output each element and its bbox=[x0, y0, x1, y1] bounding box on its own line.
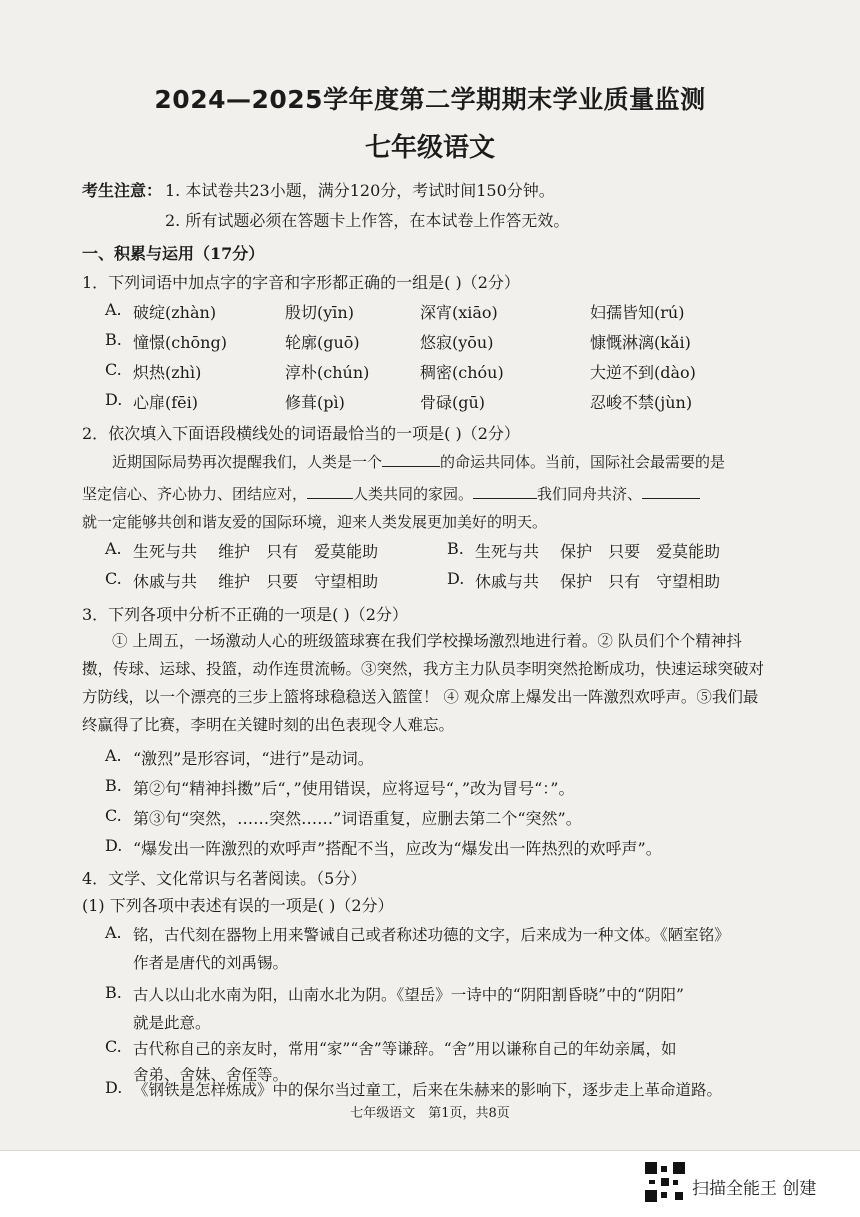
fill-blank bbox=[382, 466, 440, 467]
option-letter: A. bbox=[105, 923, 122, 942]
option-word: 妇孺皆知(rú) bbox=[590, 303, 685, 322]
option-text: 生死与共 维护 只有 爱莫能助 bbox=[133, 542, 379, 561]
option-text: 《钢铁是怎样炼成》中的保尔当过童工，后来在朱赫来的影响下，逐步走上革命道路。 bbox=[133, 1081, 723, 1099]
question-1-stem: 1．下列词语中加点字的字音和字形都正确的一组是( )（2分） bbox=[82, 273, 520, 292]
option-word: 悠寂(yōu) bbox=[420, 333, 494, 352]
option-letter: C. bbox=[105, 569, 122, 588]
option-letter: D. bbox=[105, 390, 123, 409]
option-text: “爆发出一阵激烈的欢呼声”搭配不当，应改为“爆发出一阵热烈的欢呼声”。 bbox=[133, 839, 662, 858]
option-word: 稠密(chóu) bbox=[420, 363, 504, 382]
option-letter: A. bbox=[105, 746, 122, 765]
option-letter: D. bbox=[447, 569, 465, 588]
option-word: 淳朴(chún) bbox=[285, 363, 370, 382]
option-text: 第②句“精神抖擞”后“，”使用错误，应将逗号“，”改为冒号“：”。 bbox=[133, 779, 575, 798]
scanner-watermark: 扫描全能王 创建 bbox=[692, 1179, 817, 1199]
question-3-stem: 3．下列各项中分析不正确的一项是( )（2分） bbox=[82, 605, 408, 624]
question-4-stem: 4．文学、文化常识与名著阅读。（5分） bbox=[82, 869, 367, 888]
option-word: 破绽(zhàn) bbox=[133, 303, 217, 322]
option-word: 慷慨淋漓(kǎi) bbox=[590, 333, 691, 352]
passage-text: 近期国际局势再次提醒我们，人类是一个 bbox=[112, 453, 383, 471]
question-2-stem: 2．依次填入下面语段横线处的词语最恰当的一项是( )（2分） bbox=[82, 424, 520, 443]
option-word: 轮廓(guō) bbox=[285, 333, 360, 352]
option-word: 忍峻不禁(jùn) bbox=[590, 393, 693, 412]
notice-line-2: 2. 所有试题必须在答题卡上作答，在本试卷上作答无效。 bbox=[165, 211, 570, 230]
notice-label: 考生注意： bbox=[82, 181, 163, 200]
option-letter: B. bbox=[447, 539, 464, 558]
question-3-passage: ① 上周五，一场激动人心的班级篮球赛在我们学校操场激烈地进行着。② 队员们个个精神抖擞，传球、运球、投篮，动作连贯流畅。③突然，我方主力队员李明突然抢断成功，快速运球突破对方防线，以一个漂亮的三步上篮将球稳稳送入篮筐！ ④ 观众席上爆发出一阵激烈欢呼声。⑤我们最终赢得了比赛，李明在关键时刻的出色表现令人难忘。 bbox=[82, 632, 765, 734]
option-word: 骨碌(gū) bbox=[420, 393, 486, 412]
option-text: 休戚与共 维护 只要 守望相助 bbox=[133, 572, 379, 591]
page-title: 2024—2025学年度第二学期期末学业质量监测 bbox=[154, 85, 706, 114]
option-letter: A. bbox=[105, 539, 122, 558]
option-letter: B. bbox=[105, 776, 122, 795]
passage-text: 的命运共同体。当前，国际社会最需要的是 bbox=[440, 453, 726, 471]
option-word: 深宵(xiāo) bbox=[420, 303, 498, 322]
option-text: 古代称自己的亲友时，常用“家”“舍”等谦辞。“舍”用以谦称自己的年幼亲属，如 bbox=[133, 1040, 677, 1058]
option-letter: D. bbox=[105, 836, 123, 855]
option-letter: B. bbox=[105, 983, 122, 1002]
option-text: 古人以山北水南为阳，山南水北为阴。《望岳》一诗中的“阴阳割昏晓”中的“阴阳” bbox=[133, 986, 684, 1004]
option-word: 心扉(fēi) bbox=[133, 393, 198, 412]
question-4-sub-1: (1) 下列各项中表述有误的一项是( )（2分） bbox=[82, 896, 394, 915]
option-letter: C. bbox=[105, 1037, 122, 1056]
option-text: 生死与共 保护 只要 爱莫能助 bbox=[475, 542, 721, 561]
option-text-continued: 舍弟、舍妹、舍侄等。 bbox=[133, 1066, 289, 1084]
option-text: 第③句“突然，……突然……”词语重复，应删去第二个“突然”。 bbox=[133, 809, 582, 828]
passage-text: 坚定信心、齐心协力、团结应对， bbox=[82, 485, 308, 503]
question-2-passage-line-1 bbox=[112, 451, 725, 472]
question-2-passage-line-2 bbox=[82, 483, 700, 504]
section-heading: 一、积累与运用（17分） bbox=[82, 244, 265, 263]
passage-text: 我们同舟共济、 bbox=[537, 485, 643, 503]
option-text: 铭，古代刻在器物上用来警诫自己或者称述功德的文字，后来成为一种文体。《陋室铭》 bbox=[133, 926, 730, 944]
option-word: 修葺(pì) bbox=[285, 393, 345, 412]
option-text-continued: 作者是唐代的刘禹锡。 bbox=[133, 954, 289, 972]
option-letter: C. bbox=[105, 806, 122, 825]
fill-blank bbox=[642, 498, 700, 499]
page-footer: 七年级语文 第1页，共8页 bbox=[350, 1106, 510, 1121]
question-2-passage-line-3: 就一定能够共创和谐友爱的国际环境，迎来人类发展更加美好的明天。 bbox=[82, 513, 548, 531]
option-word: 炽热(zhì) bbox=[133, 363, 202, 382]
notice-line-1: 1. 本试卷共23小题，满分120分，考试时间150分钟。 bbox=[165, 181, 555, 200]
passage-text: 人类共同的家园。 bbox=[353, 485, 474, 503]
option-letter: D. bbox=[105, 1078, 123, 1097]
option-letter: A. bbox=[105, 300, 122, 319]
option-word: 殷切(yīn) bbox=[285, 303, 354, 322]
option-text: “激烈”是形容词，“进行”是动词。 bbox=[133, 749, 374, 768]
qr-code-icon bbox=[645, 1162, 685, 1202]
fill-blank bbox=[307, 498, 353, 499]
option-word: 憧憬(chōng) bbox=[133, 333, 227, 352]
fill-blank bbox=[473, 498, 537, 499]
option-text: 休戚与共 保护 只有 守望相助 bbox=[475, 572, 721, 591]
page-subtitle: 七年级语文 bbox=[364, 133, 495, 163]
option-word: 大逆不到(dào) bbox=[590, 363, 696, 382]
option-letter: C. bbox=[105, 360, 122, 379]
option-letter: B. bbox=[105, 330, 122, 349]
option-text-continued: 就是此意。 bbox=[133, 1014, 211, 1032]
